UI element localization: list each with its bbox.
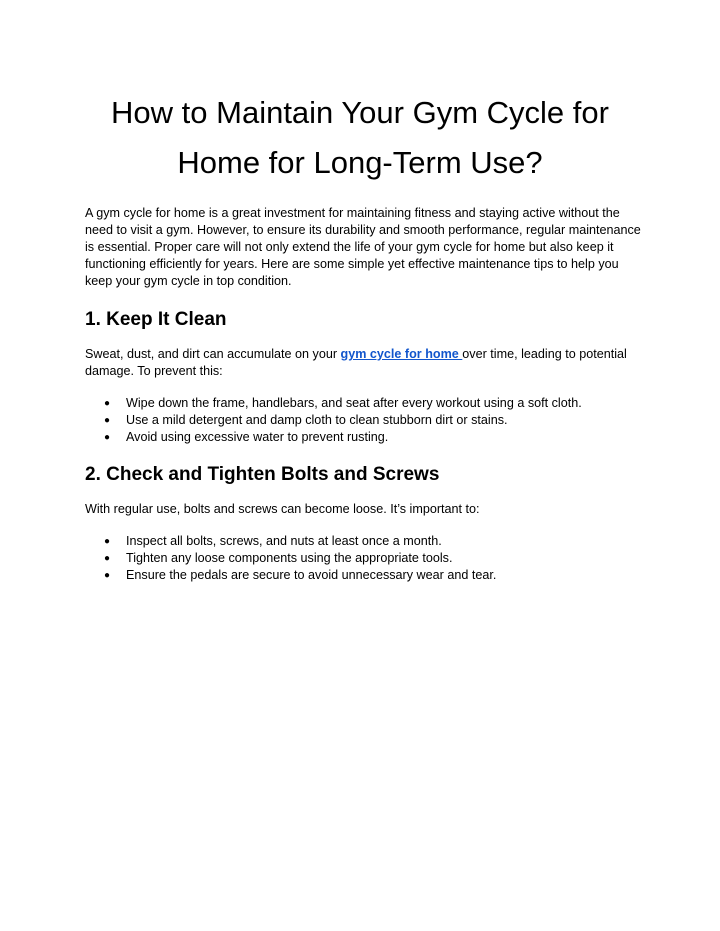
bullet-icon: ● [104,398,111,409]
section-heading-bolts-screws: 2. Check and Tighten Bolts and Screws [85,464,440,485]
list-item-text: Inspect all bolts, screws, and nuts at least once a month. [126,534,442,548]
section-1-bullet-list [85,395,645,446]
gym-cycle-link[interactable]: gym cycle for home [340,347,463,361]
list-item [85,412,645,429]
bullet-icon: ● [104,415,111,426]
section-heading-keep-clean: 1. Keep It Clean [85,309,227,330]
list-item [85,567,645,584]
bullet-icon: ● [104,570,111,581]
title-line-1: How to Maintain Your Gym Cycle for [111,95,609,130]
section-2-bullet-list [85,533,645,584]
list-item [85,533,645,550]
bullet-icon: ● [104,432,111,443]
list-item-text: Avoid using excessive water to prevent rusting. [126,430,389,444]
list-item [85,550,645,567]
bullet-icon: ● [104,536,111,547]
intro-paragraph: A gym cycle for home is a great investment for maintaining fitness and staying active without the need to visit a gym. However, to ensure its durability and smooth performance, regular maintenance is essential. Proper care will not only extend the life of your gym cycle for home but also keep it functioning efficiently for years. Here are some simple yet effective maintenance tips to help you keep your gym cycle in top condition. [85,206,641,288]
section-1-text-after-link: over time, leading to potential damage. To prevent this: [85,347,627,378]
list-item-text: Ensure the pedals are secure to avoid unnecessary wear and tear. [126,568,497,582]
bullet-icon: ● [104,553,111,564]
list-item-text: Use a mild detergent and damp cloth to clean stubborn dirt or stains. [126,413,508,427]
list-item-text: Wipe down the frame, handlebars, and seat after every workout using a soft cloth. [126,396,582,410]
list-item [85,395,645,412]
title-line-2: Home for Long-Term Use? [177,145,543,180]
section-1-paragraph [85,346,645,380]
section-1-text-before-link: Sweat, dust, and dirt can accumulate on your [85,347,341,361]
list-item-text: Tighten any loose components using the appropriate tools. [126,551,453,565]
list-item [85,429,645,446]
section-2-paragraph: With regular use, bolts and screws can become loose. It’s important to: [85,502,480,516]
page-title [60,88,660,188]
